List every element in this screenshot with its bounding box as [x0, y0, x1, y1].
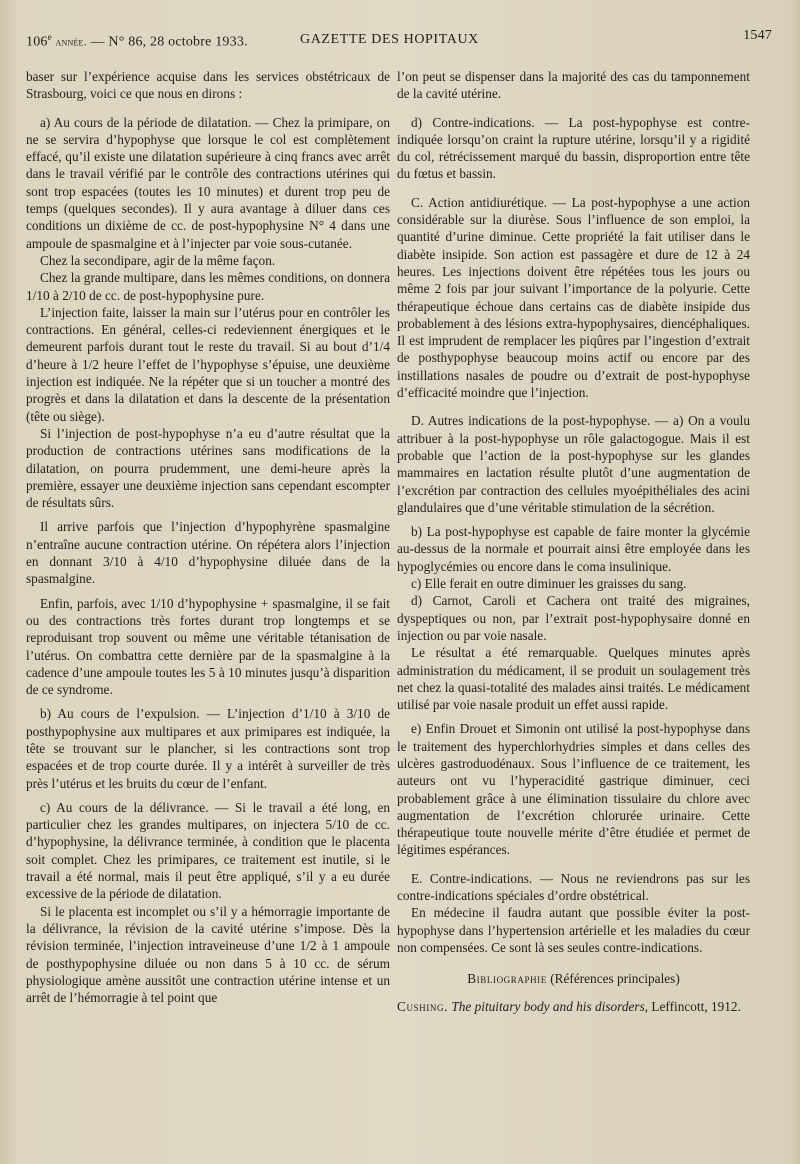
paragraph: d) Carnot, Caroli et Cachera ont traité des migraines, dyspeptiques ou non, par l’extrait post-hypophysaire donné en injection ou par voie nasale.: [397, 593, 750, 643]
paragraph: Enfin, parfois, avec 1/10 d’hypophysine + spasmalgine, il se fait ou des contractions très fortes durant trop longtemps et se reproduisant trop souvent ou même une véritable tétanisation de l’utérus. On combattra cette dernière par de la spasmalgine à la cadence d’une ampoule toutes les 5 à 10 minutes jusqu’à disparition de ce syndrome.: [26, 595, 390, 698]
reference-publisher: Leffincott, 1912.: [651, 998, 741, 1014]
paragraph-expulsion: b) Au cours de l’expulsion. — L’injection d’1/10 à 3/10 de posthypophysine aux multipares et aux primipares est indiquée, la tête se trouvant sur le plancher, si les contractions sont trop espacées et de trop courte durée. Il y a intérêt à surveiller de très près l’utérus et les bruits du cœur de l’enfant.: [26, 706, 390, 791]
section-action-antidiuretique: C. Action antidiurétique. — La post-hypophyse a une action considérable sur la diurèse. Sous l’influence de son emploi, la quantité d’urine diminue. Cette propriété la fait utiliser dans le diabète insipide. Son action est passagère et dure de 12 à 24 heures. Les injections doivent être répétées tous les jours ou même 2 fois par jour suivant l’importance de la polyurie. Cette thérapeutique échoue dans certains cas de diabète insipide dus probablement à des lésions extra-hypophysaires, diencéphaliques. Il est imprudent de remplacer les piqûres par l’ingestion d’extrait de posthypophyse beaucoup moins actif ou encore par des instillations nasales de poudre ou d’extrait de post-hypophyse d’efficacité moindre que l’injection.: [397, 194, 750, 401]
paragraph: Si l’injection de post-hypophyse n’a eu d’autre résultat que la production de contractions utérines sans modifications de la dilatation, on pourra prudemment, une demi-heure après la première, essayer une deuxième injection sans cependant escompter de résultats sûrs.: [26, 425, 390, 511]
paragraph-delivrance: c) Au cours de la délivrance. — Si le travail a été long, en particulier chez les grandes multipares, on injectera 5/10 de cc. d’hypophysine, la délivrance terminée, à condition que le placenta soit complet. Chez les primipares, ce traitement est inutile, si le travail a été normal, mais il peut être appliqué, s’il y a eu durée excessive de la période de dilatation.: [26, 799, 390, 902]
paragraph: Il arrive parfois que l’injection d’hypophyrène spasmalgine n’entraîne aucune contraction utérine. On répétera alors l’injection en donnant 3/10 à 4/10 d’hypophysine diluée dans de la spasmalgine.: [26, 519, 390, 587]
header-year-label: année.: [55, 34, 87, 49]
section-autres-indications: D. Autres indications de la post-hypophyse. — a) On a voulu attribuer à la post-hypophyse un rôle galactogogue. Mais il est probable que l’action de la post-hypophyse sur les glandes mammaires en lactation résulte plutôt d’une augmentation de l’excrétion par contraction des cellules myoépithéliales des acini glandulaires que d’une véritable stimulation de la sécrétion.: [397, 413, 750, 515]
paragraph: e) Enfin Drouet et Simonin ont utilisé la post-hypophyse dans le traitement des hyperchlorhydries simples et dans celles des ulcères gastroduodénaux. Sous l’influence de ce traitement, les auteurs ont vu l’hyperacidité gastrique diminuer, ceci probablement grâce à une élimination tissulaire du chlore avec augmentation de l’excrétion chlorurée urinaire. Cette thérapeutique toute nouvelle mérite d’être étudiée et permet de légitimes espérances.: [397, 721, 750, 858]
bibliography-entry: [397, 998, 750, 1015]
reference-title: The pituitary body and his disorders,: [451, 998, 649, 1014]
paragraph: En médecine il faudra autant que possible éviter la post-hypophyse dans l’hypertension artérielle et les maladies du cœur non compensées. Ce sont là ses seules contre-indications.: [397, 905, 750, 955]
header-issue-date: — N° 86, 28 octobre 1933.: [90, 34, 248, 50]
header-year-number: 106: [26, 34, 48, 50]
paragraph: Si le placenta est incomplet ou s’il y a hémorragie importante de la délivrance, la révision de la cavité utérine s’impose. Dès la révision terminée, l’injection intraveineuse d’une 1/2 à 1 ampoule de posthypophysine diluée ou non dans 5 à 10 cc. de sérum physiologique amène aussitôt une contraction utérine intense et un arrêt de l’hémorragie à tel point que: [26, 903, 390, 1006]
paragraph: Chez la secondipare, agir de la même façon.: [40, 252, 276, 268]
bibliography-heading: [397, 970, 750, 987]
paragraph-dilatation: a) Au cours de la période de dilatation. — Chez la primipare, on ne se servira d’hypophyse que lorsque le col est complètement effacé, qu’il existe une dilatation supérieure à cinq francs avec arrêt dans le travail vérifié par le contrôle des contractions utérines qui sont trop espacées (toutes les 10 minutes) et durent trop peu de temps (quelques secondes). Il y aura avantage à diluer dans ces conditions un dixième de cc. de post-hypophysine N° 4 dans une ampoule de spasmalgine et à l’injecter par voie sous-cutanée.: [26, 114, 390, 251]
bibliography-title: Bibliographie: [467, 971, 547, 987]
header-journal-title: GAZETTE DES HOPITAUX: [300, 32, 479, 47]
paragraph: baser sur l’expérience acquise dans les services obstétricaux de Strasbourg, voici ce que nous en dirons :: [26, 69, 390, 102]
paragraph: Le résultat a été remarquable. Quelques minutes après administration du médicament, il se produit un soulagement très net chez la quasi-totalité des malades ainsi traités. Le médicament utilisé par voie nasale produit un effet aussi rapide.: [397, 645, 750, 713]
right-column: [397, 68, 750, 1015]
paragraph-contre-indications: d) Contre-indications. — La post-hypophyse est contre-indiquée lorsqu’on craint la rupture utérine, lorsqu’il y a rigidité du col, rétrécissement marqué du bassin, disproportion entre tête du fœtus et bassin.: [397, 114, 750, 182]
header-issue-info: [26, 32, 248, 51]
section-contre-indications: E. Contre-indications. — Nous ne reviendrons pas sur les contre-indications spéciales d’ordre obstétrical.: [397, 870, 750, 904]
paragraph: l’on peut se dispenser dans la majorité des cas du tamponnement de la cavité utérine.: [397, 69, 750, 102]
bibliography-subtitle: (Références principales): [550, 971, 680, 987]
header-year-sup: e: [47, 32, 52, 42]
paragraph: Chez la grande multipare, dans les mêmes conditions, on donnera 1/10 à 2/10 de cc. de post-hypophysine pure.: [26, 270, 390, 303]
reference-author: Cushing.: [397, 998, 448, 1014]
paragraph: c) Elle ferait en outre diminuer les graisses du sang.: [411, 576, 687, 592]
left-column: [26, 68, 390, 1006]
page-header: [26, 28, 772, 54]
paragraph: L’injection faite, laisser la main sur l’utérus pour en contrôler les contractions. En général, celles-ci redeviennent énergiques et le demeurent parfois durant tout le reste du travail. Si au bout d’1/4 d’heure à 1/2 heure l’effet de l’hypophyse s’épuise, une deuxième injection est indiquée. Ne la répéter que si un toucher a montré des progrès et dans la dilatation et dans la descente de la présentation (tête ou siège).: [26, 304, 390, 424]
paragraph: b) La post-hypophyse est capable de faire monter la glycémie au-dessus de la normale et pourrait ainsi être employée dans les hypoglycémies ou encore dans le coma insulinique.: [397, 524, 750, 574]
header-page-number: 1547: [743, 28, 772, 43]
